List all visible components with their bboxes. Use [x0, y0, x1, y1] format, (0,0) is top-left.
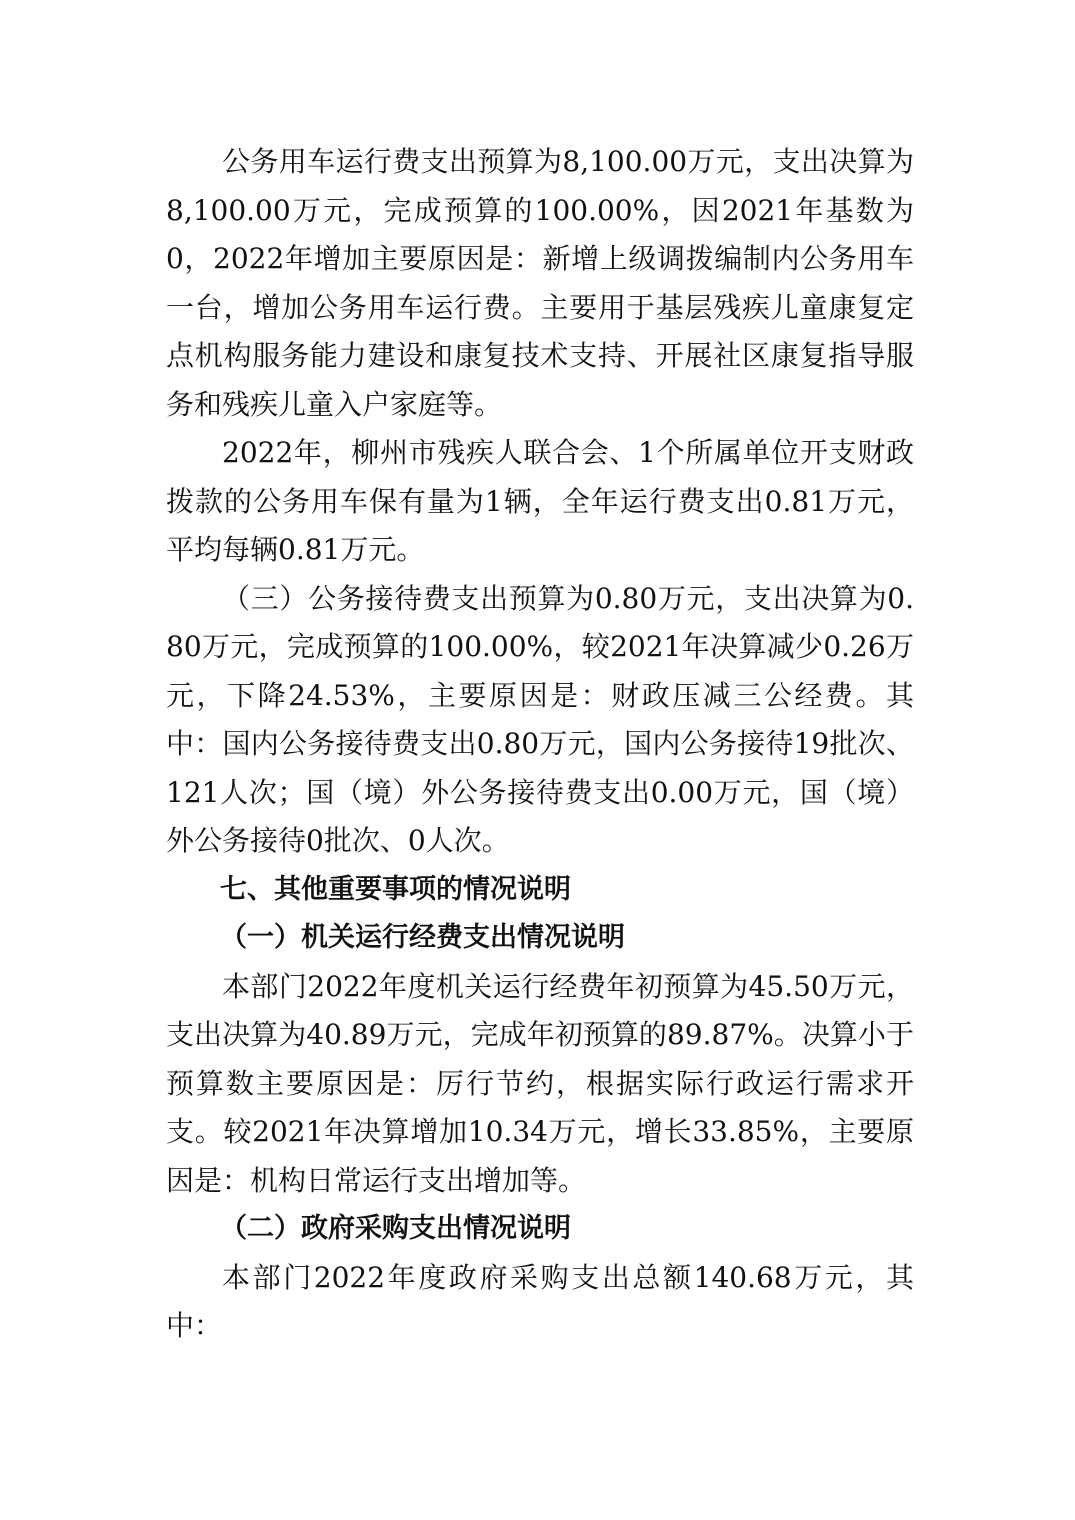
paragraph-procurement: 本部门2022年度政府采购支出总额140.68万元，其中： — [166, 1260, 914, 1342]
subsection-heading-procurement: （二）政府采购支出情况说明 — [220, 1213, 571, 1244]
paragraph-vehicle-count: 2022年，柳州市残疾人联合会、1个所属单位开支财政拨款的公务用车保有量为1辆，全年运行费支出0.81万元，平均每辆0.81万元。 — [166, 436, 914, 566]
paragraph-operating-expenses: 本部门2022年度机关运行经费年初预算为45.50万元，支出决算为40.89万元，完成年初预算的89.87%。决算小于预算数主要原因是：厉行节约，根据实际行政运行需求开支。较2021年决算增加10.34万元，增长33.85%，主要原因是：机构日常运行支出增加等。 — [166, 969, 914, 1197]
subsection-heading-operating-expenses: （一）机关运行经费支出情况说明 — [220, 922, 625, 953]
paragraph-reception-fee: （三）公务接待费支出预算为0.80万元，支出决算为0.80万元，完成预算的100.00%，较2021年决算减少0.26万元，下降24.53%，主要原因是：财政压减三公经费。其中：国内公务接待费支出0.80万元，国内公务接待19批次、121人次；国（境）外公务接待费支出0.00万元，国（境）外公务接待0批次、0人次。 — [166, 581, 914, 857]
section-heading-other-matters: 七、其他重要事项的情况说明 — [220, 873, 571, 905]
paragraph-vehicle-operation: 公务用车运行费支出预算为8,100.00万元，支出决算为8,100.00万元，完成预算的100.00%，因2021年基数为0，2022年增加主要原因是：新增上级调拨编制内公务用车一台，增加公务用车运行费。主要用于基层残疾儿童康复定点机构服务能力建设和康复技术支持、开展社区康复指导服务和残疾儿童入户家庭等。 — [166, 145, 914, 421]
document-body — [166, 138, 914, 1351]
